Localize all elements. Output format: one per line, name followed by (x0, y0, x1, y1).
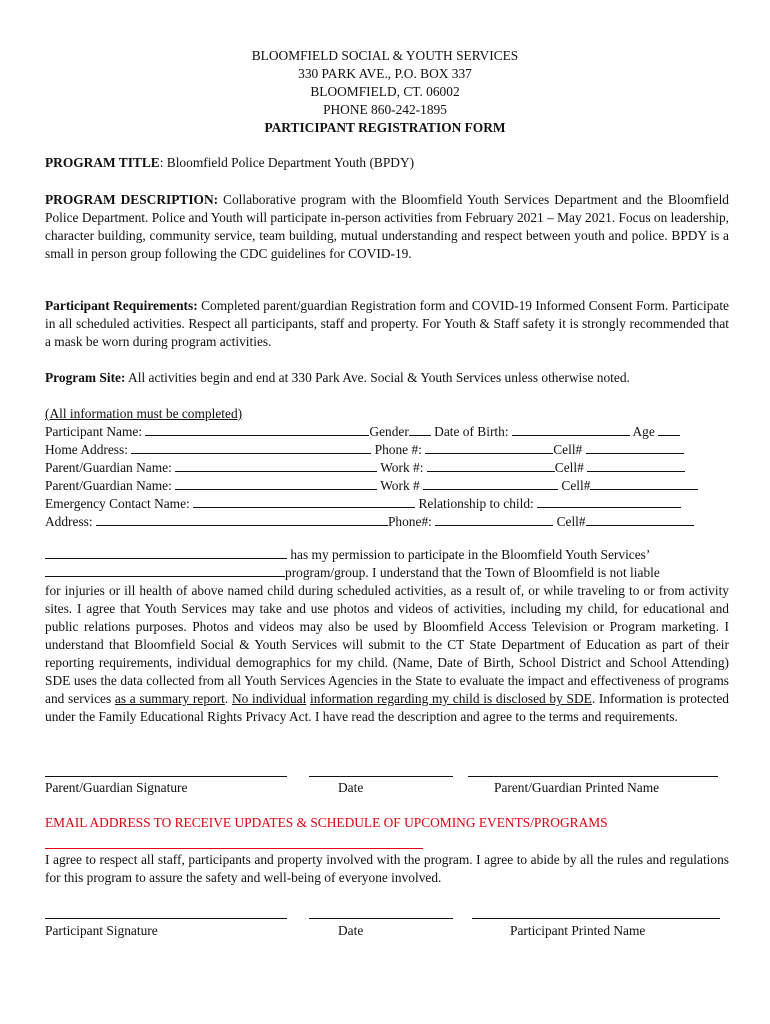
participant-name-label: Participant Name: (45, 424, 146, 439)
emergency-row (45, 495, 725, 513)
participant-date-line[interactable] (309, 918, 453, 919)
no-individual-text: No individual (231, 691, 307, 706)
age-field[interactable] (658, 423, 680, 436)
requirements-text: Completed parent/guardian Registration form and COVID-19 Informed Consent Form. Participate in all scheduled activities. Respect all participants, staff and property. For Youth & Staff safety it is strongly recommended that a mask be worn during program activities. (45, 298, 729, 349)
participant-requirements (45, 297, 729, 351)
permission-line1: has my permission to participate in the Bloomfield Youth Services’ (287, 547, 651, 562)
work-field[interactable] (427, 459, 555, 472)
age-label: Age (629, 424, 659, 439)
parent-signature-label: Parent/Guardian Signature (45, 780, 188, 795)
participant-date-label: Date (338, 923, 364, 938)
program-title (45, 154, 729, 172)
phone2-label: Phone#: (387, 514, 436, 529)
parent2-label: Parent/Guardian Name: (45, 478, 176, 493)
phone-field[interactable] (425, 441, 553, 454)
program-site (45, 369, 729, 387)
emergency-field[interactable] (193, 495, 415, 508)
requirements-label: Participant Requirements: (45, 298, 198, 313)
email-label: EMAIL ADDRESS TO RECEIVE UPDATES & SCHEDULE OF UPCOMING EVENTS/PROGRAMS (45, 815, 608, 830)
org-phone: PHONE 860-242-1895 (323, 102, 447, 117)
gender-field[interactable] (409, 423, 431, 436)
not-disclosed-text: information regarding my child is disclosed by SDE (310, 691, 592, 706)
permission-punct: . (224, 691, 232, 706)
address-field[interactable] (96, 513, 388, 526)
emergency-label: Emergency Contact Name: (45, 496, 194, 511)
participant-name-field[interactable] (145, 423, 369, 436)
program-description (45, 191, 729, 263)
email-field[interactable] (45, 848, 423, 849)
program-description-text: Collaborative program with the Bloomfield Youth Services Department and the Bloomfield Police Department. Police and Youth will participate in-person activities from February 2021 – May 2021. Focus on leadership, character building, community service, team building, mutual understanding and respect between youth and police. BPDY is a small in person group following the CDC guidelines for COVID-19. (45, 192, 729, 261)
child-name-field[interactable] (45, 546, 287, 559)
phone-label: Phone #: (371, 442, 426, 457)
participant-signature-label: Participant Signature (45, 923, 158, 938)
parent1-field[interactable] (175, 459, 377, 472)
org-address-line1: 330 PARK AVE., P.O. BOX 337 (298, 66, 472, 81)
work-label: Work #: (377, 460, 427, 475)
cell-label: Cell# (553, 442, 586, 457)
cell2-label: Cell# (554, 460, 588, 475)
participant-printed-label: Participant Printed Name (510, 923, 646, 938)
permission-tail-text: . Information is protected under the Family Educational Rights Privacy Act. I have read the description and agree to the terms and requirements. (45, 691, 729, 724)
participant-info-fields (45, 405, 725, 531)
permission-body (45, 582, 729, 726)
org-address-line2: BLOOMFIELD, CT. 06002 (310, 84, 460, 99)
form-title: PARTICIPANT REGISTRATION FORM (264, 120, 506, 135)
address-cell-field[interactable] (586, 513, 694, 526)
parent1-row (45, 459, 725, 477)
cell3-label: Cell# (558, 478, 591, 493)
form-header (0, 47, 770, 137)
gender-label: Gender (369, 424, 409, 439)
permission-line2: program/group. I understand that the Town of Bloomfield is not liable (285, 565, 660, 580)
parent-date-label: Date (338, 780, 364, 795)
program-name-field[interactable] (45, 564, 285, 577)
permission-body-text: for injuries or ill health of above named child during scheduled activities, as a result of, or while traveling to or from activity sites. I agree that Youth Services may take and use photos and videos of activities, including my child, for educational and public relations purposes. Photos and videos may also be used by Bloomfield Access Television or Program marketing. I understand that Bloomfield Social & Youth Services will submit to the CT State Department of Education as part of their reporting requirements, individual demographics for my child. (Name, Date of Birth, School District and School Attending) SDE uses the data collected from all Youth Services Agencies in the State to evaluate the impact and effectiveness of programs and services (45, 583, 729, 706)
address-row (45, 513, 725, 531)
summary-report-text: as a summary report (114, 691, 225, 706)
home-address-field[interactable] (131, 441, 371, 454)
program-title-value: : Bloomfield Police Department Youth (BPDY) (159, 155, 415, 170)
relationship-field[interactable] (537, 495, 681, 508)
address-label: Address: (45, 514, 96, 529)
program-site-label: Program Site: (45, 370, 126, 385)
relationship-label: Relationship to child: (415, 496, 538, 511)
dob-label: Date of Birth: (430, 424, 512, 439)
participant-signature-line[interactable] (45, 918, 287, 919)
program-title-label: PROGRAM TITLE (45, 155, 160, 170)
home-address-label: Home Address: (45, 442, 132, 457)
parent1-label: Parent/Guardian Name: (45, 460, 176, 475)
parent-printed-label: Parent/Guardian Printed Name (494, 780, 660, 795)
participant-name-row (45, 423, 725, 441)
participant-printed-line[interactable] (472, 918, 720, 919)
org-name: BLOOMFIELD SOCIAL & YOUTH SERVICES (251, 48, 519, 63)
parent-signature-line[interactable] (45, 776, 287, 777)
parent2-row (45, 477, 725, 495)
program-site-text: All activities begin and end at 330 Park Ave. Social & Youth Services unless otherwise noted. (125, 370, 630, 385)
work2-label: Work # (377, 478, 424, 493)
agreement-text: I agree to respect all staff, participants and property involved with the program. I agree to abide by all the rules and regulations for this program to assure the safety and well-being of everyone involved. (45, 852, 729, 885)
permission-section (45, 546, 729, 726)
dob-field[interactable] (512, 423, 630, 436)
parent-date-line[interactable] (309, 776, 453, 777)
parent1-cell-field[interactable] (587, 459, 685, 472)
required-note: (All information must be completed) (45, 406, 243, 421)
program-description-label: PROGRAM DESCRIPTION: (45, 192, 219, 207)
parent-printed-line[interactable] (468, 776, 718, 777)
cell4-label: Cell# (553, 514, 586, 529)
work2-field[interactable] (423, 477, 558, 490)
parent2-field[interactable] (175, 477, 377, 490)
phone2-field[interactable] (435, 513, 553, 526)
home-address-row (45, 441, 725, 459)
cell-field[interactable] (586, 441, 684, 454)
parent2-cell-field[interactable] (590, 477, 698, 490)
